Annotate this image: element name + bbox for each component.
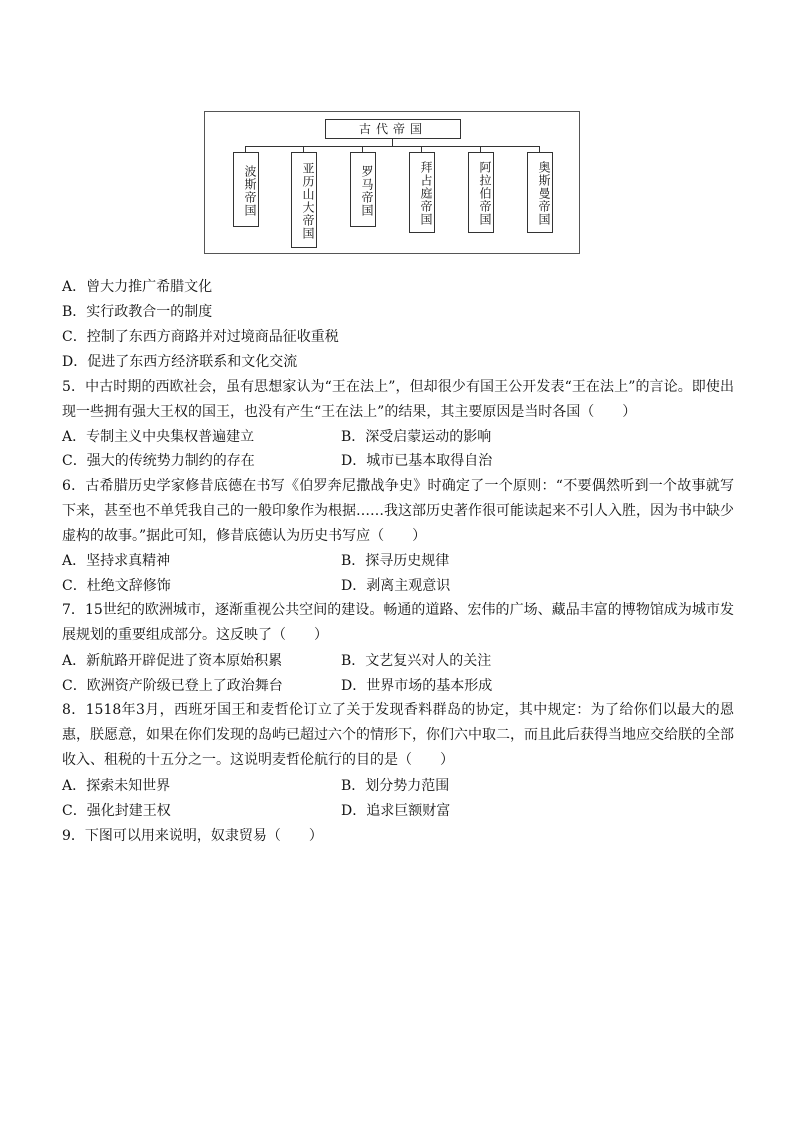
q7-stem: 7．15世纪的欧洲城市，逐渐重视公共空间的建设。畅通的道路、宏伟的广场、藏品丰富的博物馆成为城市发展规划的重要组成部分。这反映了（ ）	[62, 602, 734, 643]
q7-option-a: A．新航路开辟促进了资本原始积累	[62, 653, 283, 669]
q6-option-a: A．坚持求真精神	[62, 553, 171, 569]
q7-option-d: D．世界市场的基本形成	[341, 678, 493, 694]
q7-option-b: B．文艺复兴对人的关注	[341, 653, 492, 669]
diagram-child-box: 阿拉伯帝国	[468, 152, 494, 233]
q8-option-d: D．追求巨额财富	[341, 803, 451, 819]
diagram-root-box: 古代帝国	[325, 119, 461, 139]
q5-option-c: C．强大的传统势力制约的存在	[62, 453, 255, 469]
q6-stem: 6．古希腊历史学家修昔底德在书写《伯罗奔尼撒战争史》时确定了一个原则：“不要偶然听到一个故事就写下来，甚至也不单凭我自己的一般印象作为根据……我这部历史著作很可能读起来不引人入胜，因为书中缺少虚构的故事。”据此可知，修昔底德认为历史书写应（ ）	[62, 478, 734, 544]
diagram-child-box: 波斯帝国	[233, 152, 259, 227]
q5-option-a: A．专制主义中央集权普遍建立	[62, 429, 255, 445]
q4-option-d: D．促进了东西方经济联系和文化交流	[62, 354, 298, 370]
diagram-root-connector	[392, 139, 393, 146]
q5-stem: 5．中古时期的西欧社会，虽有思想家认为“王在法上”，但却很少有国王公开发表“王在法上”的言论。即使出现一些拥有强大王权的国王，也没有产生“王在法上”的结果，其主要原因是当时各国（ ）	[62, 379, 734, 420]
q7-option-c: C．欧洲资产阶级已登上了政治舞台	[62, 678, 283, 694]
diagram-child-box: 拜占庭帝国	[409, 152, 435, 233]
q5-option-d: D．城市已基本取得自治	[341, 453, 493, 469]
q6-option-d: D．剥离主观意识	[341, 578, 451, 594]
q4-option-c: C．控制了东西方商路并对过境商品征收重税	[62, 329, 339, 345]
diagram-child-box: 奥斯曼帝国	[527, 152, 553, 233]
q8-stem: 8．1518年3月，西班牙国王和麦哲伦订立了关于发现香料群岛的协定，其中规定：为了给你们以最大的恩惠，朕愿意，如果在你们发现的岛屿已超过六个的情形下，你们六中取二，而且此后获得当地应交给朕的全部收入、租税的十五分之一。这说明麦哲伦航行的目的是（ ）	[62, 702, 734, 768]
diagram-horizontal-connector	[245, 146, 540, 147]
empire-diagram	[204, 111, 580, 254]
q6-option-c: C．杜绝文辞修饰	[62, 578, 171, 594]
q8-option-b: B．划分势力范围	[341, 778, 450, 794]
q8-option-c: C．强化封建王权	[62, 803, 171, 819]
q5-option-b: B．深受启蒙运动的影响	[341, 429, 492, 445]
q6-option-b: B．探寻历史规律	[341, 553, 450, 569]
q9-stem: 9．下图可以用来说明，奴隶贸易（ ）	[62, 828, 323, 844]
q4-option-b: B．实行政教合一的制度	[62, 304, 213, 320]
q4-option-a: A．曾大力推广希腊文化	[62, 279, 213, 295]
diagram-child-box: 亚历山大帝国	[291, 152, 317, 248]
q8-option-a: A．探索未知世界	[62, 778, 171, 794]
diagram-child-box: 罗马帝国	[350, 152, 376, 227]
